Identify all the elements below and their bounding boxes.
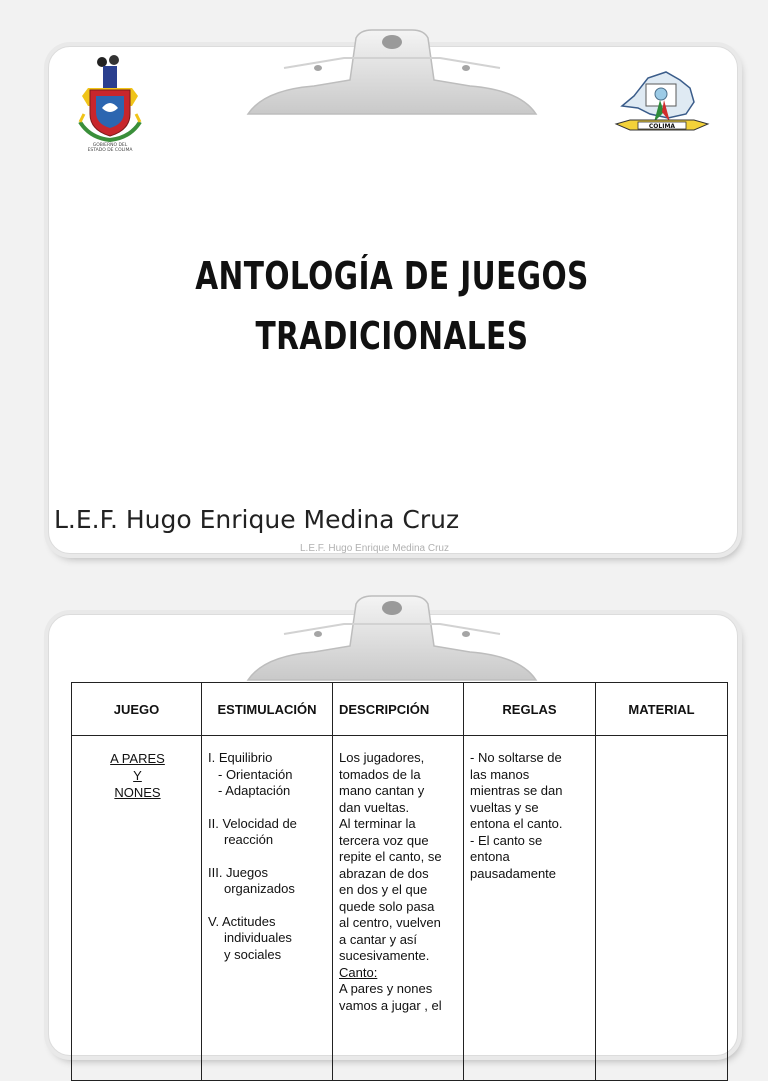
desc-line: A pares y nones [339,981,433,996]
canto-label: Canto: [339,964,378,980]
estim-line: reacción [224,832,274,847]
cell-material [596,736,728,1081]
estim-line: I. Equilibrio [208,750,273,765]
cell-descripcion [333,736,464,1081]
games-table [71,682,728,1081]
desc-line: repite el canto, se [339,849,442,864]
reglas-line: - El canto se [470,832,543,848]
desc-line: tomados de la [339,766,421,782]
desc-line: abrazan de dos [339,865,429,881]
desc-line: en dos y el que [339,882,428,897]
reglas-line: entona [470,849,510,864]
state-coat-of-arms-logo [76,52,144,152]
estim-line: V. Actitudes [208,913,276,929]
author-name: L.E.F. Hugo Enrique Medina Cruz [54,505,460,534]
cell-juego [72,736,202,1081]
header-juego: JUEGO [72,683,202,736]
reglas-line: vueltas y se [470,799,539,815]
desc-line: Al terminar la [339,816,416,831]
author-footer: L.E.F. Hugo Enrique Medina Cruz [300,543,449,554]
reglas-line: entona el canto. [470,816,563,831]
reglas-line: pausadamente [470,865,557,881]
reglas-line: las manos [470,766,530,782]
clipboard-clip-icon [244,594,540,686]
cell-estimulacion [202,736,333,1081]
desc-line: mano cantan y [339,783,425,798]
estim-line: - Adaptación [218,783,291,798]
desc-line: a cantar y así [339,931,418,947]
title-line-2: TRADICIONALES [255,314,529,358]
header-estimulacion: ESTIMULACIÓN [202,683,333,736]
desc-line: tercera voz que [339,832,429,848]
title-line-1: ANTOLOGÍA DE JUEGOS [195,254,589,298]
header-material: MATERIAL [596,683,728,736]
clipboard-clip-icon [244,28,540,120]
estim-item [208,750,328,800]
desc-line: sucesivamente. [339,948,430,963]
header-reglas: REGLAS [464,683,596,736]
estim-line: II. Velocidad de [208,815,297,831]
desc-line: al centro, vuelven [339,915,441,930]
logo-left-text-line1: GOBIERNO DEL [92,143,128,148]
juego-line: Y [133,768,142,783]
document-title [124,246,661,366]
logo-right-banner-text: COLIMA [648,123,676,130]
desc-line: quede solo pasa [339,898,435,914]
header-descripcion: DESCRIPCIÓN [333,683,464,736]
estim-line: III. Juegos [208,864,268,880]
desc-line: Los jugadores, [339,750,425,765]
reglas-line: - No soltarse de [470,750,562,765]
estim-item [208,816,328,849]
table-row [72,736,728,1081]
estim-item [208,865,328,898]
estim-line: organizados [224,881,295,896]
estim-item [208,914,328,964]
logo-left-text-line2: ESTADO DE COLIMA [87,148,133,152]
estim-line: - Orientación [218,766,293,782]
desc-line: vamos a jugar , el [339,997,442,1013]
estim-line: individuales [224,930,292,945]
reglas-line: mientras se dan [470,783,563,798]
cell-reglas [464,736,596,1081]
colima-education-emblem-logo [614,66,710,142]
juego-line: A PARES [110,751,165,766]
juego-line: NONES [114,785,161,800]
table-header-row [72,683,728,736]
estim-line: y sociales [224,946,282,962]
desc-line: dan vueltas. [339,799,410,815]
